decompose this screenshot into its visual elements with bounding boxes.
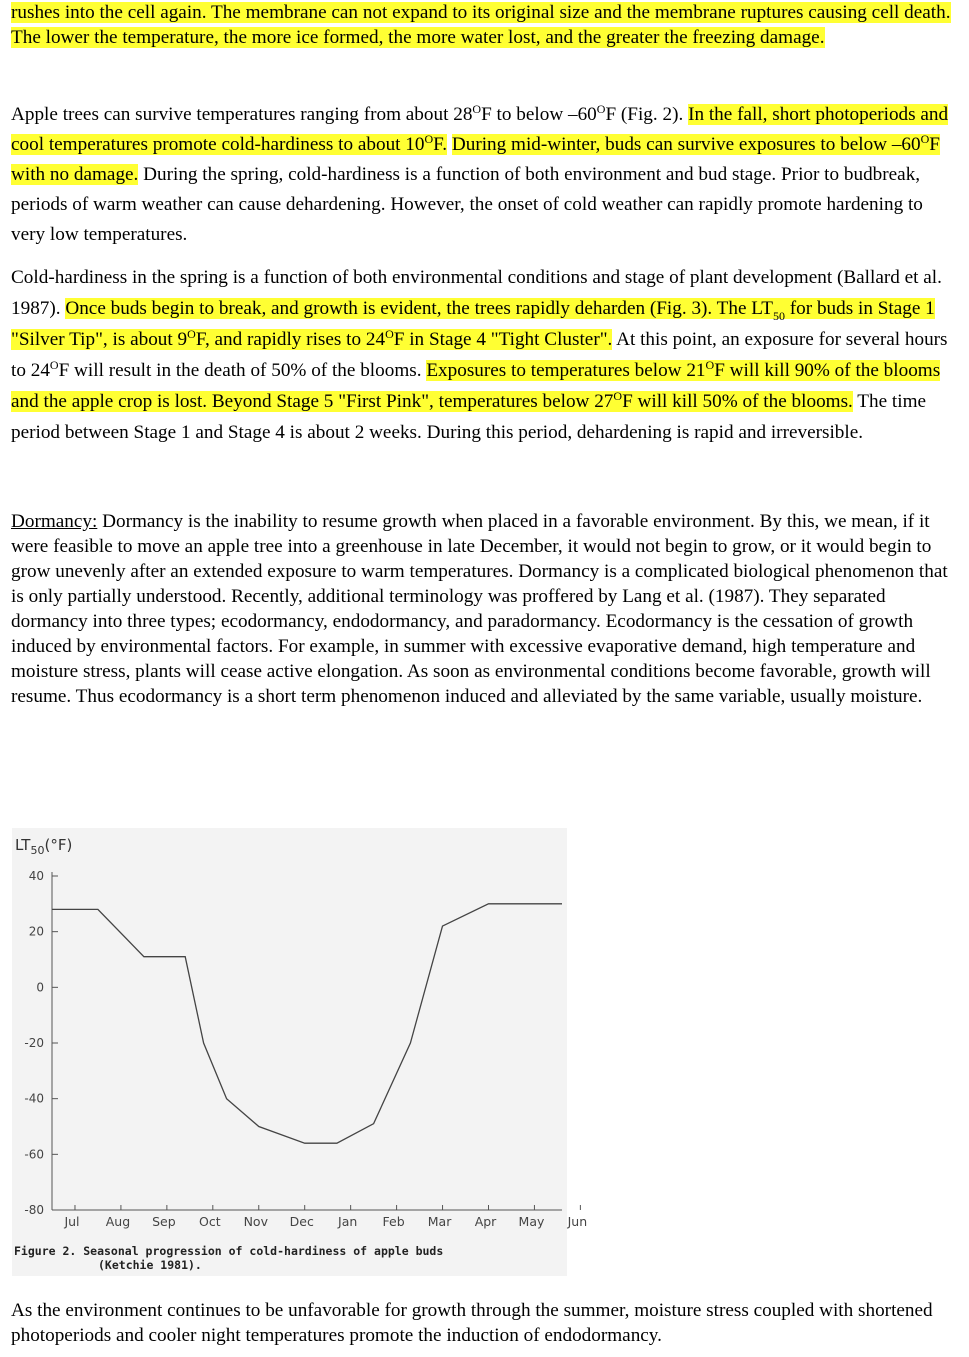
highlighted-text: In the fall, short photoperiods and cool temperatures promote cold-hardiness to about $10^OF$.	[11, 104, 949, 155]
y-tick-label: 40	[28, 869, 44, 883]
figure-caption-line2: (Ketchie 1981).	[98, 1258, 202, 1272]
y-tick-label: 20	[28, 924, 44, 939]
x-tick-label: Mar	[427, 1214, 452, 1229]
x-tick-label: Jul	[64, 1214, 80, 1229]
paragraph-apple-hardiness: Apple trees can survive temperatures ranging from about $28^OF$ to below $-60^OF$ (Fig. 2). In the fall, short photoperiods and cool temperatures promote cold-hardiness to about $10^OF$. During mid-winter, buds can survive exposures to below $-60^OF$ with no damage. During the spring, cold-hardiness is a function of both environment and bud stage. Prior to budbreak, periods of warm weather can cause dehardening. However, the onset of cold weather can rapidly promote hardening to very low temperatures.	[11, 102, 949, 245]
x-tick-label: Jun	[567, 1214, 588, 1229]
x-tick-label: Apr	[474, 1214, 497, 1229]
x-tick-label: Sep	[152, 1214, 176, 1229]
x-tick-label: Dec	[289, 1214, 314, 1229]
x-tick-label: Aug	[105, 1214, 131, 1229]
y-tick-label: 0	[36, 980, 44, 995]
x-tick-label: Nov	[243, 1214, 268, 1229]
x-tick-label: Oct	[199, 1214, 221, 1229]
highlighted-text: During mid-winter, buds can survive exposures to below $-60^OF$ with no damage.	[11, 132, 940, 185]
paragraph-freezing-damage	[11, 0, 959, 50]
y-tick-label: -80	[24, 1203, 44, 1217]
x-tick-label: Jan	[338, 1214, 358, 1229]
y-tick-label: -60	[24, 1147, 44, 1162]
x-tick-label: May	[518, 1214, 545, 1229]
figure-caption-line1: Figure 2. Seasonal progression of cold-hardiness of apple buds	[14, 1244, 444, 1258]
y-tick-label: -20	[24, 1036, 44, 1050]
figure-seasonal-hardiness	[12, 828, 588, 1276]
paragraph-dormancy: Dormancy: Dormancy is the inability to resume growth when placed in a favorable environment. By this, we mean, if it were feasible to move an apple tree into a greenhouse in late December, it would not begin to grow, or it would begin to grow unevenly after an extended exposure to warm temperatures. Dormancy is a complicated biological phenomenon that is only partially understood. Recently, additional terminology was proffered by Lang et al. (1987). They separated dormancy into three types; ecodormancy, endodormancy, and paradormancy. Ecodormancy is the cessation of growth induced by environmental factors. For example, in summer with excessive evaporative demand, high temperature and moisture stress, plants will cease active elongation. As soon as environmental conditions become favorable, growth will resume. Thus ecodormancy is a short term phenomenon induced and alleviated by the same variable, usually moisture.	[11, 511, 948, 707]
highlighted-text: rushes into the cell again. The membrane can not expand to its original size and the membrane ruptures causing cell death. The lower the temperature, the more ice formed, the more water lost, and the greater the freezing damage.	[11, 2, 951, 48]
x-tick-label: Feb	[382, 1214, 405, 1229]
highlighted-text: Once buds begin to break, and growth is evident, the trees rapidly deharden (Fig. 3). The $LT_{50}$ for buds in Stage 1 "Silver Tip", is about $9^OF$, and rapidly rises to $24^OF$ in Stage 4 "Tight Cluster".	[11, 298, 935, 350]
paragraph-spring-hardiness: Cold-hardiness in the spring is a function of both environmental conditions and stage of plant development (Ballard et al. 1987). Once buds begin to break, and growth is evident, the trees rapidly deharden (Fig. 3). The $LT_{50}$ for buds in Stage 1 "Silver Tip", is about $9^OF$, and rapidly rises to $24^OF$ in Stage 4 "Tight Cluster". At this point, an exposure for several hours to $24^OF$ will result in the death of 50% of the blooms. Exposures to temperatures below $21^OF$ will kill 90% of the blooms and the apple crop is lost. Beyond Stage 5 "First Pink", temperatures below $27^OF$ will kill 50% of the blooms. The time period between Stage 1 and Stage 4 is about 2 weeks. During this period, dehardening is rapid and irreversible.	[11, 267, 948, 443]
y-tick-label: -40	[24, 1091, 44, 1106]
y-axis-title: $LT_{50}(^\circ F)$	[15, 836, 73, 857]
dormancy-heading: Dormancy:	[11, 511, 98, 532]
highlighted-text: Exposures to temperatures below $21^OF$ will kill 90% of the blooms and the apple crop is lost. Beyond Stage 5 "First Pink", temperatures below $27^OF$ will kill 50% of the blooms.	[11, 358, 941, 412]
hardiness-series-line	[52, 904, 562, 1143]
line-chart	[12, 828, 588, 1276]
paragraph-endodormancy: As the environment continues to be unfavorable for growth through the summer, moisture stress coupled with shortened photoperiods and cooler night temperatures promote the induction of endodormancy.	[11, 1300, 933, 1346]
